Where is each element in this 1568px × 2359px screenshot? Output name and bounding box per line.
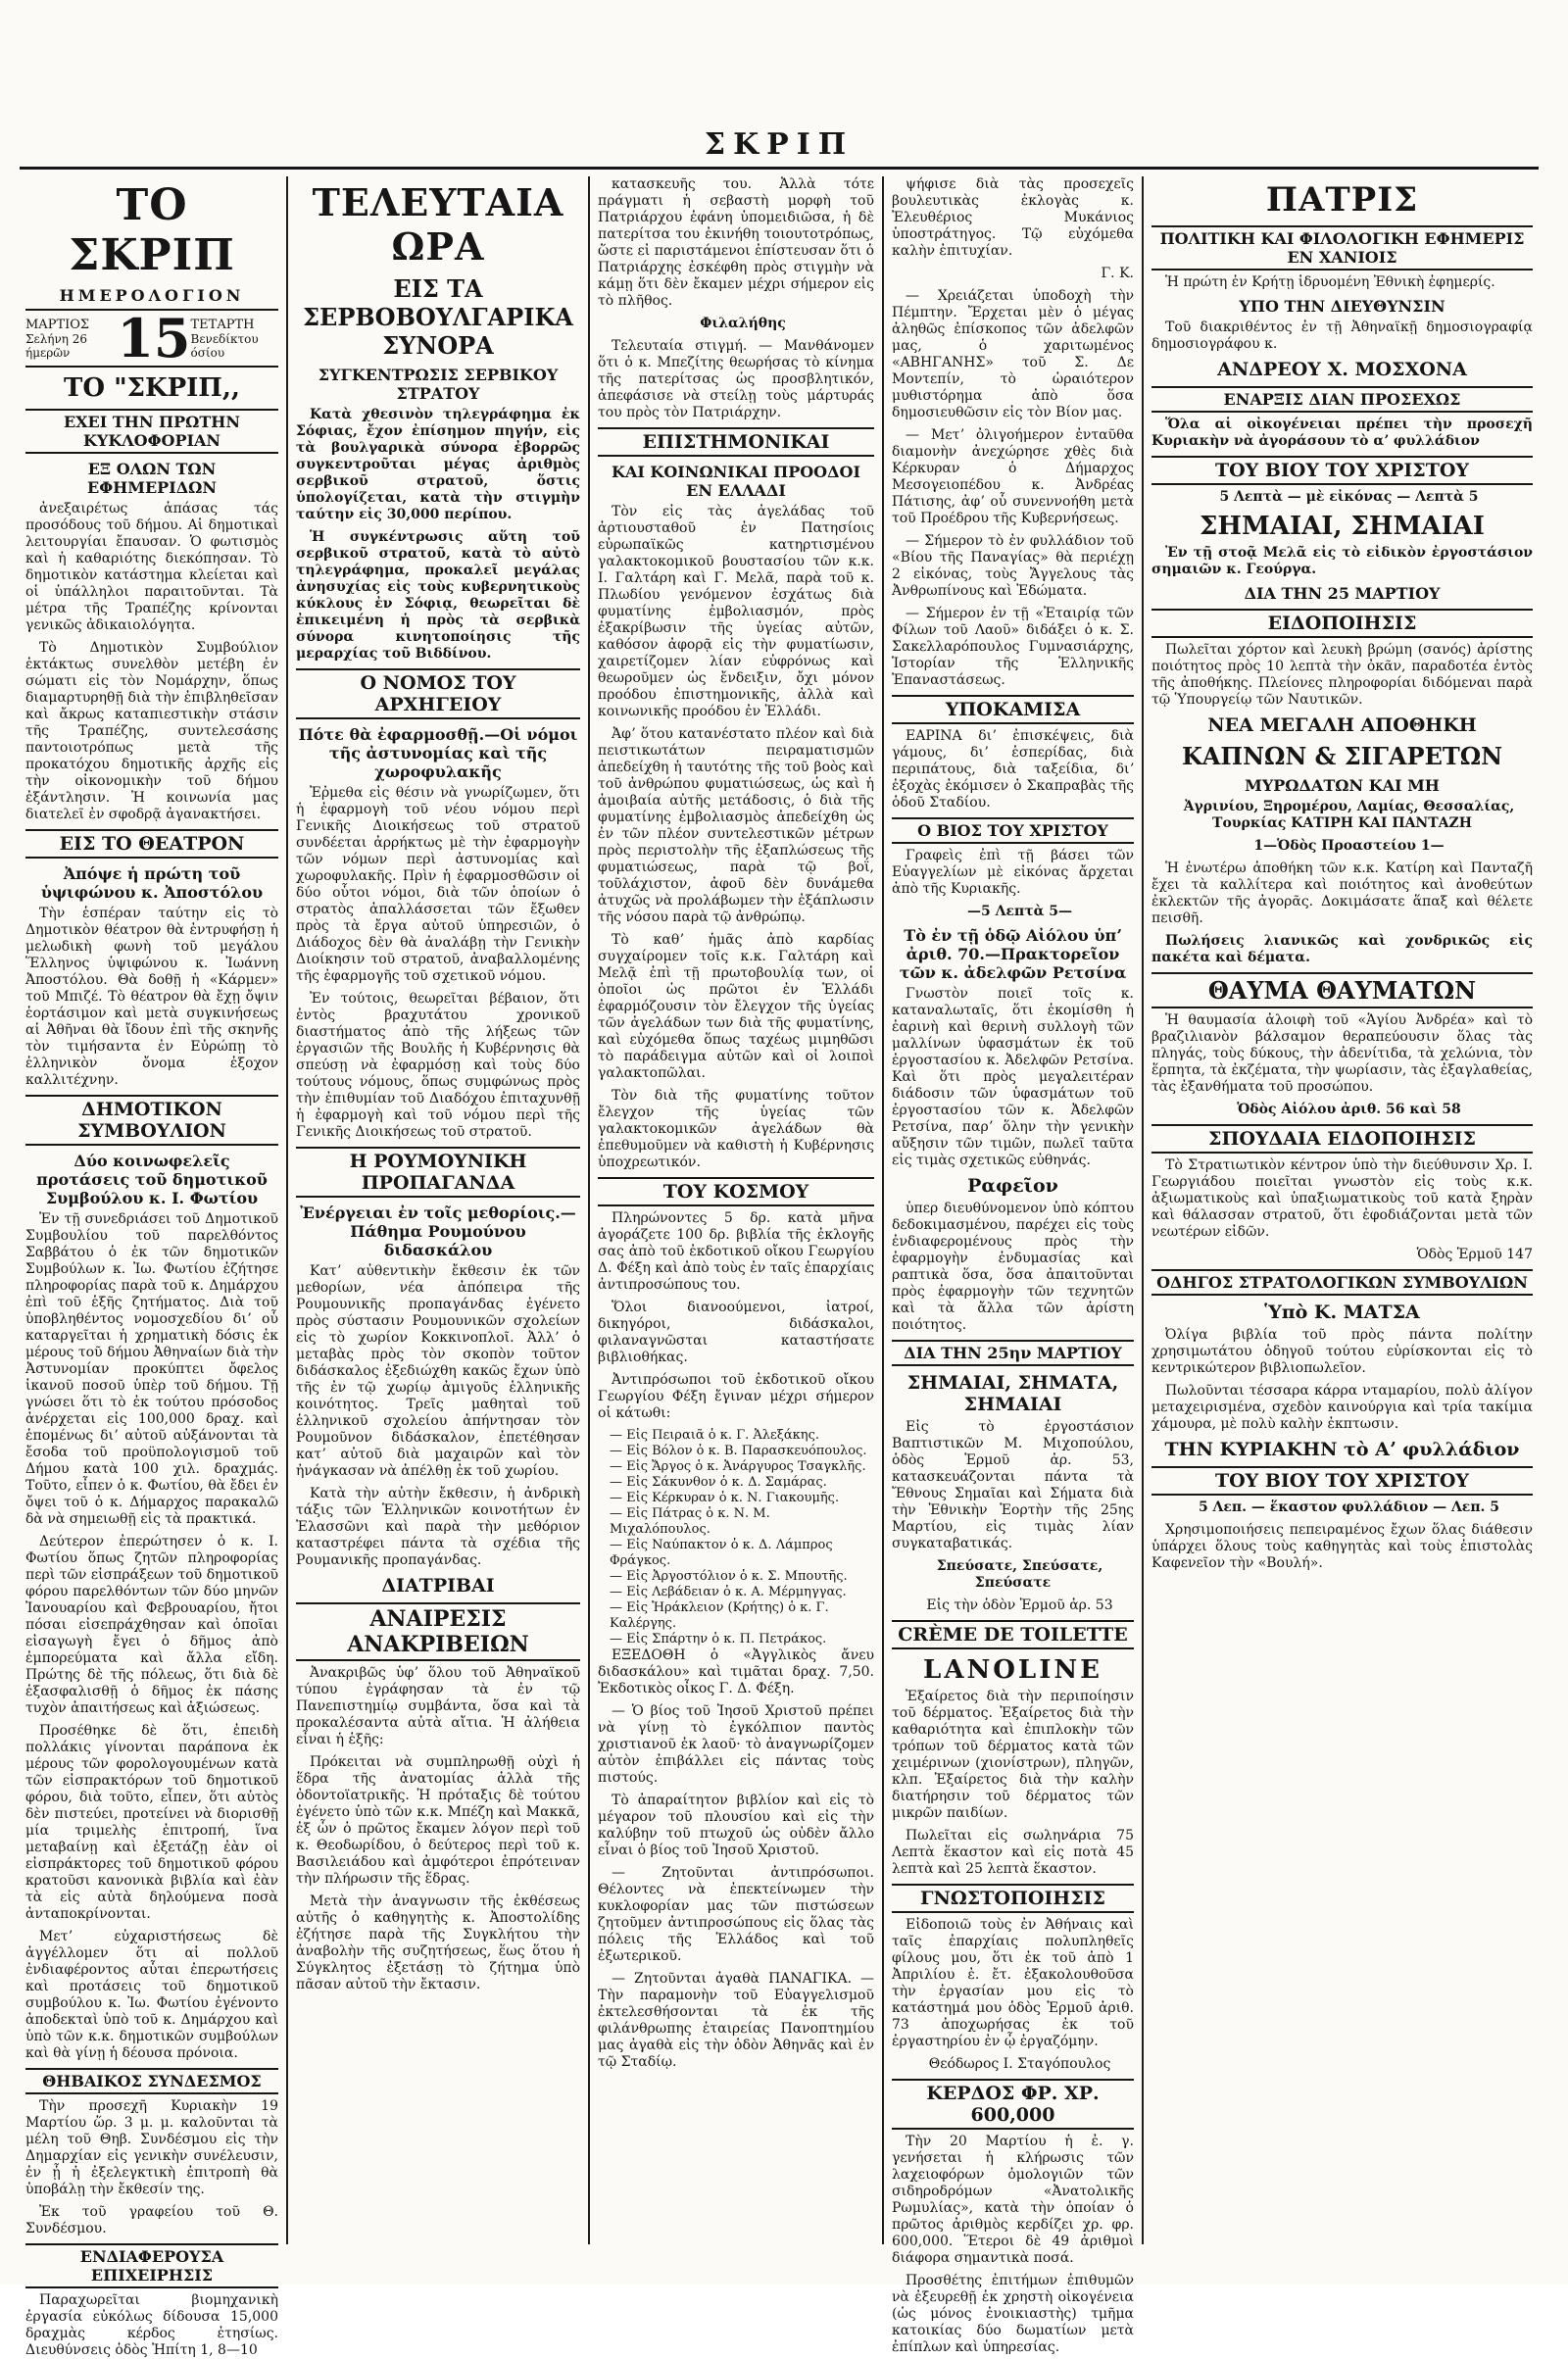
- section-heading: Ο ΝΟΜΟΣ ΤΟΥ ΑΡΧΗΓΕΙΟΥ: [296, 668, 580, 719]
- ad-price: 5 Λεπτὰ — μὲ εἰκόνας — Λεπτὰ 5: [1219, 489, 1479, 505]
- ad-paragraph: Ἡ ἐνωτέρω ἀποθήκη τῶν κ.κ. Κατίρη καὶ Πανταζῆ ἔχει τὰ καλλίτερα καὶ ποιότητος καὶ ἀνοθεύτων ἐκλεκτῶν τῆς ἀγορᾶς. Δοκιμάσατε ἅπαξ καὶ θέλετε πεισθῆ.: [1152, 860, 1533, 926]
- article-paragraph: Ἐν τούτοις, θεωρεῖται βέβαιον, ὅτι ἐντὸς βραχυτάτου χρονικοῦ διαστήματος ἀπὸ τῆς λήξεως τῶν ἐργασιῶν τῆς Βουλῆς ἡ Κυβέρνησις θὰ σπεύσῃ νὰ ἐφαρμόσῃ καὶ τοὺς δύο τούτους νόμους, ὅπως συμφώνως πρὸς τὴν ἐπιθυμίαν τοῦ Διαδόχου ἐπιταχυνθῇ ἡ ἐφαρμογὴ καὶ τοῦ νόμου περὶ τῆς Γενικῆς Διοικήσεως τοῦ στρατοῦ.: [296, 991, 580, 1140]
- ad-paragraph: Τοῦ διακριθέντος ἐν τῇ Ἀθηναϊκῇ δημοσιογραφίᾳ δημοσιογράφου κ.: [1152, 319, 1533, 352]
- list-item: — Εἰς Βόλον ὁ κ. Β. Παρασκευόπουλος.: [610, 1444, 867, 1458]
- date-day: 15: [117, 307, 191, 369]
- ad-heading: ΣΗΜΑΙΑΙ, ΣΗΜΑΙΑΙ: [1200, 512, 1485, 541]
- ad-paragraph: Γνωστὸν ποιεῖ τοῖς κ. καταναλωταῖς, ὅτι ἐκομίσθη ἡ ἐαρινὴ καὶ θερινὴ συλλογὴ τῶν μαλλίνων ὑφασμάτων ἐκ τοῦ ἐργοστασίου κ. Ἀδελφῶν Ρετσίνα. Καὶ ὅτι πρὸς μεγαλειτέραν διάδοσιν τῶν ὑφασμάτων τοῦ ἐργοστασίου τῶν κ. Ἀδελφῶν Ρετσίνα, παρʼ ὅλην τὴν γενικὴν αὔξησιν τῶν τιμῶν, πωλεῖ ταῦτα εἰς τιμὰς σχετικῶς εὐθηνάς.: [892, 986, 1134, 1168]
- article-paragraph: — Μετʼ ὀλιγοήμερον ἐνταῦθα διαμονὴν ἀνεχώρησε χθὲς διὰ Κέρκυραν ὁ Δήμαρχος Μεσογειοπέδου κ. Ἀνδρέας Πάτισης, ἀφʼ οὗ συνεννοήθη μετὰ τοῦ Προέδρου τῆς Κυβερνήσεως.: [892, 427, 1134, 526]
- ad-heading: Ραφεῖον: [967, 1175, 1058, 1197]
- signature: Φιλαλήθης: [700, 316, 786, 331]
- ad-price: —5 Λεπτὰ 5—: [966, 904, 1073, 919]
- section-subheading: Ἀπόψε ἡ πρώτη τοῦ ὑψιφώνου κ. Ἀποστόλου: [40, 864, 264, 902]
- article-paragraph: Τὸ Δημοτικὸν Συμβούλιον ἐκτάκτως συνελθὸν μετέβη ἐν σώματι εἰς τὸν Νομάρχην, ὅπως διαμαρτυρηθῇ διὰ τὴν ἐπιβληθεῖσαν καὶ ἄκρως καταπιεστικὴν στάσιν τῆς Τραπέζης, συντελεσάσης παντοιοτρόπως μετὰ τῆς προκατόχου δημοτικῆς ἀρχῆς εἰς τὴν οἰκονομικὴν τοῦ δήμου ἐξάντλησιν. Ἡ κοινωνία μας διατελεῖ ἐν σφοδρᾷ ἀγανακτήσει.: [25, 640, 278, 822]
- ad-address: Εἰς τὴν ὁδὸν Ἑρμοῦ ἀρ. 53: [926, 1597, 1113, 1613]
- ad-subheading: ΕΝΑΡΞΙΣ ΔΙΑΝ ΠΡΟΣΕΧΩΣ: [1152, 386, 1533, 413]
- column-3: [592, 176, 880, 2244]
- section-heading: ΕΠΙΣΤΗΜΟΝΙΚΑΙ: [598, 427, 874, 457]
- article-paragraph: Ἐῤμεθα εἰς θέσιν νὰ γνωρίζωμεν, ὅτι ἡ ἐφαρμογὴ τοῦ νέου νόμου περὶ Γενικῆς Διοικήσεως τοῦ στρατοῦ συνδέεται ἀρρήκτως μὲ τὴν ἐφαρμογὴν τῶν νόμων περὶ ἀστυνομίας καὶ χωροφυλακῆς. Πρὶν ἡ ἐφαρμοσθῶσιν οἱ δύο οὗτοι νόμοι, διὰ τῶν ὁποίων ὁ στρατὸς ἀπαλλάσσεται τῶν ἔξωθεν πρὸς τὰ ἔργα αὐτοῦ ὑπηρεσιῶν, ὁ Διάδοχος δὲν θὰ ἀναλάβῃ τὴν Γενικὴν Διοίκησιν τοῦ στρατοῦ, ἀναβαλλομένης τῆς ἐφαρμογῆς τοῦ σχετικοῦ νόμου.: [296, 785, 580, 984]
- paper-title: ΤΟ ΣΚΡΙΠ: [69, 180, 235, 280]
- ad-paragraph: Ἐν τῇ στοᾷ Μελᾶ εἰς τὸ εἰδικὸν ἐργοστάσιον σημαιῶν κ. Γεούργα.: [1152, 545, 1533, 577]
- ad-title: ΤΟΥ ΒΙΟΥ ΤΟΥ ΧΡΙΣΤΟΥ: [1152, 1466, 1533, 1496]
- article-paragraph: Κατὰ χθεσινὸν τηλεγράφημα ἐκ Σόφιας, ἔχον ἐπίσημον πηγήν, εἰς τὰ βουλγαρικὰ σύνορα ἐβορρῶς συγκεντροῦται μέγας ἀριθμὸς σερβικοῦ στρατοῦ, ὅστις ὑπολογίζεται, κατὰ τὴν στιγμὴν ταύτην εἰς 30,000 περίπου.: [296, 407, 580, 522]
- list-item: — Εἰς Ἀργοστόλιον ὁ κ. Σ. Μπουτῆς.: [610, 1569, 848, 1584]
- ad-paragraph: Παραχωρεῖται βιομηχανικὴ ἐργασία εὐκόλως δίδουσα 15,000 δραχμὰς κέρδος ἐτησίως. Διευθύνσεις ὁδὸς Ἠπίτη 1, 8—10: [25, 2292, 278, 2358]
- article-paragraph: Μετʼ εὐχαριστήσεως δὲ ἀγγέλλομεν ὅτι αἱ πολλοῦ ἐνδιαφέροντος αὗται ἐπερωτήσεις καὶ προτάσεις τοῦ δημοτικοῦ συμβούλου κ. Ἰω. Φωτίου ἐγένοντο ἀποδεκταὶ ὑπὸ τοῦ κ. Δημάρχου καὶ ὑπὸ τῶν κ.κ. δημοτικῶν συμβούλων καὶ θὰ γίνῃ ἡ δέουσα πρόνοια.: [25, 1929, 278, 2061]
- ad-paragraph: Εἰδοποιῶ τοὺς ἐν Ἀθήναις καὶ ταῖς ἐπαρχίαις πολυπληθεῖς φίλους μου, ὅτι ἐκ τοῦ ἀπὸ 1 Ἀπριλίου ἐ. ἔτ. ἐξακολουθοῦσα τὴν ἐργασίαν μου εἰς τὸ κατάστημά μου ὁδὸς Ἑρμοῦ ἀριθ. 73 ἀποχωρήσας ἐκ τοῦ ἐργαστηρίου ἐν ᾧ ἐργαζόμην.: [892, 1917, 1134, 2049]
- list-item: — Εἰς Σάκυνθον ὁ κ. Δ. Σαμάρας.: [610, 1475, 827, 1490]
- article-paragraph: Προσέθηκε δὲ ὅτι, ἐπειδὴ πολλάκις γίνονται παράπονα ἐκ μέρους τῶν φορολογουμένων κατὰ τῶν εἰσπρακτόρων τοῦ δημοτικοῦ φόρου, διὰ τοῦτο, εἶπεν, ὅτι αὐτὸς δὲν πιστεύει, προτείνει νὰ διορισθῇ μία τριμελὴς ἐπιτροπή, ἵνα μεταβαίνῃ καὶ ἐξετάζῃ ἐὰν οἱ εἰσπράκτορες τοῦ δημοτικοῦ φόρου κρατοῦσι κανονικὰ βιβλία καὶ ἐὰν τὰ εἰς αὐτὰ δηλούμενα ποσὰ ἀνταποκρίνονται.: [25, 1723, 278, 1922]
- section-heading: ΤΟΥ ΚΟΣΜΟΥ: [598, 1177, 874, 1206]
- section-subheading: ΚΑΙ ΚΟΙΝΩΝΙΚΑΙ ΠΡΟΟΔΟΙ ΕΝ ΕΛΛΑΔΙ: [612, 463, 860, 500]
- ad-slogan: Σπεύσατε, Σπεύσατε, Σπεύσατε: [936, 1558, 1103, 1591]
- article-paragraph: ψήφισε διὰ τὰς προσεχεῖς βουλευτικὰς ἐκλογὰς κ. Ἐλευθέριος Μυκάνιος ὑποστράτηγος. Τῷ εὐχόμεθα καλὴν ἐπιτυχίαν.: [892, 176, 1134, 259]
- article-paragraph: ἀνεξαιρέτως ἁπάσας τάς προσόδους τοῦ δήμου. Αἱ δημοτικαὶ λειτουργίαι ἔπαυσαν. Ὁ φωτισμὸς καὶ ἡ καθαριότης διεκόπησαν. Τὸ δημοτικὸν κατάστημα κλείεται καὶ οἱ ὑπάλληλοι παραιτοῦνται. Τὰ μέτρα τῆς Τραπέζης κρίνονται γενικῶς ἀδικαιολόγητα.: [25, 501, 278, 633]
- article-paragraph: — Ὁ βίος τοῦ Ἰησοῦ Χριστοῦ πρέπει νὰ γίνῃ τὸ ἐγκόλπιον παντὸς χριστιανοῦ ἐκ λαοῦ· τὸ ἀναγνωρίζομεν αὐτὸν ἐπιβάλλει εἰς πάντας τοὺς πιστούς.: [598, 1703, 874, 1786]
- article-paragraph: — Σήμερον ἐν τῇ «Ἐταιρίᾳ τῶν Φίλων τοῦ Λαοῦ» διδάξει ὁ κ. Σ. Σακελλαρόπουλος Γυμνασιάρχης, Ἱστορίαν τῆς Ἑλληνικῆς Ἐπαναστάσεως.: [892, 606, 1134, 688]
- ad-subheading: ΔΙΑ ΤΗΝ 25 ΜΑΡΤΙΟΥ: [1244, 584, 1441, 603]
- article-paragraph: ΕΞΕΔΟΘΗ ὁ «Ἀγγλικὸς ἄνευ διδασκάλου» καὶ τιμᾶται δραχ. 7,50. Ἐκδοτικὸς οἶκος Γ. Δ. Φέξη.: [598, 1647, 874, 1696]
- ad-heading: CRÈME DE TOILETTE: [892, 1620, 1134, 1649]
- signature: Ἐκ τοῦ γραφείου τοῦ Θ. Συνδέσμου.: [25, 2204, 278, 2236]
- ad-paragraph: ὑπερ διευθύνομενον ὑπὸ κόπτου δεδοκιμασμένου, παρέχει εἰς τοὺς ἐνδιαφερομένους πρὸς τὴν ἐφαρμογὴν ἐνδυμασίας καὶ ραπτικὰ ὅσα, ὅσα ἀπαιτοῦνται πρὸς ἐφαρμογὴν τῶν τεχνητῶν καὶ τὰ ἄλλα τῶν ἀρίστη ποιότητος.: [892, 1201, 1134, 1333]
- section-heading: ΘΗΒΑΙΚΟΣ ΣΥΝΔΕΣΜΟΣ: [25, 2068, 278, 2094]
- ad-paragraph: Πωλεῖται χόρτον καὶ λευκὴ βρώμη (σανός) ἀρίστης ποιότητος πρὸς 10 λεπτὰ τὴν ὀκᾶν, παραδοτέα ἐντὸς τῆς ἀποθήκης. Πλείονες πληροφορίαι διδόμεναι παρὰ τῷ Ὑπουργείῳ τῶν Ναυτικῶν.: [1152, 642, 1533, 708]
- promo-line: ΕΞ ΟΛΩΝ ΤΩΝ ΕΦΗΜΕΡΙΔΩΝ: [87, 460, 217, 497]
- ad-heading: ΘΑΥΜΑ ΘΑΥΜΑΤΩΝ: [1152, 972, 1533, 1008]
- article-paragraph: — Χρειάζεται ὑποδοχὴ τὴν Πέμπτην. Ἔρχεται μὲν ὁ μέγας ἀληθῶς ἐπίσκοπος τῶν ἀδελφῶν μας, ὁ χαριτωμένος «ΑΒΗΓΑΝΗΣ» τοῦ Σ. Δε Μοντεπίν, τὸ ὡραιότερον μυθιστόρημα ἀπὸ ὅσα δημοσιευθῶσιν εἰς τὸν Βίον μας.: [892, 288, 1134, 420]
- ad-paragraph: Πωλοῦνται τέσσαρα κάρρα νταμαρίου, πολὺ ἀλίγον μεταχειρισμένα, σχεδὸν καινούργια καὶ τρία τακίμια χάμουρα, μὲ πολὺ καλὴν ἐκπτωσιν.: [1152, 1383, 1533, 1432]
- ad-paragraph: Ἡ θαυμασία ἀλοιφὴ τοῦ «Ἁγίου Ἀνδρέα» καὶ τὸ βραζιλιανὸν βάλσαμον θεραπεύουσιν ὅλας τὰς πληγάς, τοὺς δύκους, τὴν ἀδενίτιδα, τὰ χελώνια, τὸν ἕρπητα, τὰ ἐκζέματα, τὴν ψωρίασιν, τὰς ἐξαγλαθείας, τὰς ἐξανθήματα τοῦ προσώπου.: [1152, 1012, 1533, 1095]
- section-heading: ΕΙΣ ΤΟ ΘΕΑΤΡΟΝ: [25, 829, 278, 859]
- section-heading: ΕΝΔΙΑΦΕΡΟΥΣΑ ΕΠΙΧΕΙΡΗΣΙΣ: [25, 2243, 278, 2288]
- ad-address: Ὁδὸς Ἑρμοῦ 147: [1416, 1247, 1533, 1262]
- ad-paragraph: Προσθέτης ἐπιτήμων ἐπιθυμῶν νὰ ἐξευρεθῇ ἐκ χρηστὴ οἰκογένεια (ὡς μόνος ἐνοικιαστὴς) τμῆμα κατοικίας δύο δωματίων μετὰ ἐπίπλων καὶ ὑπηρεσίας.: [892, 2273, 1134, 2355]
- list-item: — Εἰς Κέρκυραν ὁ κ. Ν. Γιακουμῆς.: [610, 1491, 840, 1505]
- section-heading: ΑΝΑΙΡΕΣΙΣ ΑΝΑΚΡΙΒΕΙΩΝ: [296, 1602, 580, 1661]
- date-month: ΜΑΡΤΙΟΣ: [25, 317, 90, 332]
- ad-price: 5 Λεπ. — ἕκαστον φυλλάδιον — Λεπ. 5: [1198, 1499, 1500, 1515]
- ad-paragraph: Ἀγρινίου, Ξηρομέρου, Λαμίας, Θεσσαλίας, Τουρκίας ΚΑΤΙΡΗ ΚΑΙ ΠΑΝΤΑΖΗ: [1183, 799, 1515, 831]
- ad-heading: ΔΙΑ ΤΗΝ 25ην ΜΑΡΤΙΟΥ: [892, 1340, 1134, 1366]
- ad-heading: Τὸ ἐν τῇ ὁδῷ Αἰόλου ὑπʼ ἀριθ. 70.—Πρακτορεῖον τῶν κ. ἀδελφῶν Ρετσίνα: [899, 926, 1127, 982]
- ad-title: ΣΗΜΑΙΑΙ, ΣΗΜΑΤΑ, ΣΗΜΑΙΑΙ: [906, 1372, 1119, 1415]
- column-2: [290, 176, 586, 2244]
- column-1: [20, 176, 284, 2358]
- signature: Γ. Κ.: [1101, 266, 1134, 281]
- article-paragraph: Μετὰ τὴν ἀναγνωσιν τῆς ἐκθέσεως αὐτῆς ὁ καθηγητὴς κ. Ἀποστολίδης ἐζήτησε παρὰ τῆς Συγκλήτου τὴν ἀναβολὴν τῆς συζητήσεως, ἕως ὅτου ἡ Σύγκλητος ἐξετάσῃ τὸ ζήτημα ὑπὸ πᾶσαν αὐτοῦ τὴν ἔκτασιν.: [296, 1893, 580, 1992]
- article-paragraph: Ἀντιπρόσωποι τοῦ ἐκδοτικοῦ οἴκου Γεωργίου Φέξη ἔγιναν μέχρι σήμερον οἱ κάτωθι:: [598, 1372, 874, 1421]
- list-item: — Εἰς Ἡράκλειον (Κρήτης) ὁ κ. Γ. Καλέργης.: [610, 1600, 829, 1631]
- column-rule: [286, 176, 288, 2244]
- ad-paragraph: Τὴν 20 Μαρτίου ἡ ἐ. γ. γενήσεται ἡ κλήρωσις τῶν λαχειοφόρων ὁμολογιῶν τῶν σιδηροδρόμων «Ἀνατολικῆς Ρωμυλίας», κατὰ τὴν ὁποίαν ὁ πρῶτος ἀριθμὸς κερδίζει χρ. φρ. 600,000. Ἕτεροι δὲ 49 ἀριθμοὶ διάφορα σημαντικὰ ποσά.: [892, 2134, 1134, 2266]
- article-paragraph: — Ζητοῦνται ἀγαθὰ ΠΑΝΑΓΙΚΑ. — Τὴν παραμονὴν τοῦ Εὐαγγελισμοῦ ἐκτελεσθήσονται τὰ ἐκ τῆς φιλάνθρωπης ἑταιρείας Πανοπτημίου μας ἀγαθὰ εἰς τὴν ὁδὸν Ἀθηνᾶς καὶ ἐν τῷ Σταδίῳ.: [598, 1971, 874, 2070]
- article-paragraph: Τὸν διὰ τῆς φυματίνης τοῦτον ἔλεγχον τῆς ὑγείας τῶν γαλακτοκομικῶν ἀγελάδων θὰ ἐπεθυμοῦμεν νὰ καθιστὴ ἡ Κυβέρνησις ὑποχρεωτικόν.: [598, 1088, 874, 1170]
- ad-heading: ΚΕΡΔΟΣ ΦΡ. ΧΡ. 600,000: [892, 2079, 1134, 2130]
- ad-name: ΑΝΔΡΕΟΥ Χ. ΜΟΣΧΟΝΑ: [1217, 359, 1467, 380]
- column-rule: [588, 176, 590, 2244]
- ad-paragraph: Ἐξαίρετος διὰ τὴν περιποίησιν τοῦ δέρματος. Ἐξαίρετος διὰ τὴν καθαριότητα καὶ ἐπιπλοκὴν τῶν τρόπων τοῦ δέρματος κατὰ τῶν χειμέρινων (χιονίστρων), πληγῶν, κλπ. Ἐξαίρετος διὰ τὴν καλὴν διατήρησιν τοῦ δέρματος τῶν μικρῶν παιδίων.: [892, 1689, 1134, 1821]
- list-item: — Εἰς Ναύπακτον ὁ κ. Δ. Λάμπρος Φράγκος.: [610, 1538, 833, 1568]
- agents-list: [598, 1428, 874, 1647]
- article-paragraph: Πρόκειται νὰ συμπληρωθῇ οὐχὶ ἡ ἕδρα τῆς ἀνατομίας ἀλλὰ τῆς ὀδοντοϊατρικῆς. Ἡ πρόταξις δὲ τούτου ἐγένετο ὑπὸ τῶν κ.κ. Μπέζη καὶ Μακκᾶ, ἐξ ὧν ὁ πρῶτος ἔκαμεν λόγον περὶ τοῦ κ. Θεοδωρίδου, ὁ δεύτερος περὶ τοῦ κ. Βασιλειάδου καὶ ἀμφότεροι ἐπρότειναν τὴν πλήρωσιν τῆς ἕδρας.: [296, 1754, 580, 1887]
- article-paragraph: Τὴν ἑσπέραν ταύτην εἰς τὸ Δημοτικὸν θέατρον θὰ ἐντρυφήσῃ ἡ μελωδικὴ φωνὴ τοῦ μεγάλου Ἕλληνος ὑψιφώνου κ. Ἰωάννη Ἀποστόλου. Θὰ δοθῇ ἡ «Κάρμεν» τοῦ Μπιζέ. Τὸ θέατρον θὰ ἔχῃ ὄψιν ἑορτάσιμον καὶ μετὰ συγκινήσεως αἱ Ἀθῆναι θὰ ἴδουν ἐπὶ τῆς σκηνῆς τὸν τιμήσαντα ἐν Εὐρώπῃ τὸ ἑλληνικὸν ὄνομα ἐξοχον καλλιτέχνην.: [25, 906, 278, 1088]
- ad-subheading: ΜΥΡΩΔΑΤΩΝ ΚΑΙ ΜΗ: [1245, 776, 1440, 795]
- latest-hour-title: ΤΕΛΕΥΤΑΙΑ ΩΡΑ: [312, 180, 564, 269]
- ad-paragraph: ΕΑΡΙΝΑ διʼ ἐπισκέψεις, διὰ γάμους, διʼ ἑσπερίδας, διὰ περιπάτους, διὰ ταξείδια, διʼ ἐξοχὰς ἐκόμισεν ὁ Σκαπραβὰς τῆς ὁδοῦ Σταδίου.: [892, 728, 1134, 811]
- list-item: — Εἰς Πάτρας ὁ κ. Ν. Μ. Μιχαλόπουλος.: [610, 1506, 770, 1537]
- ad-heading: ΤΟΥ ΒΙΟΥ ΤΟΥ ΧΡΙΣΤΟΥ: [1152, 456, 1533, 485]
- article-paragraph: Πληρώνοντες 5 δρ. κατὰ μῆνα ἀγοράζετε 100 δρ. βιβλία τῆς ἐκλογῆς σας ἀπὸ τοῦ ἐκδοτικοῦ οἴκου Γεωργίου Δ. Φέξη καὶ ἀπὸ τοὺς ἐν ταῖς ἐπαρχίαις ἀντιπροσώπους του.: [598, 1210, 874, 1293]
- article-paragraph: Ἐν τῇ συνεδριάσει τοῦ Δημοτικοῦ Συμβουλίου τοῦ παρελθόντος Σαββάτου ὁ ἐκ τῶν δημοτικῶν Συμβούλων κ. Ἰω. Φωτίου ἐζήτησε πληροφορίας παρὰ τοῦ κ. Δημάρχου ἐπὶ τοῦ ἑξῆς ζητήματος. Διὰ τοῦ ὑποβληθέντος νομοσχεδίου διʼ οὗ καταργεῖται ἡ χρηματικὴ δόσις ἐκ μέρους τοῦ δήμου Ἀθηναίων διὰ τὴν Ἀστυνομίαν προκύπτει ὄφελος ἱκανοῦ ποσοῦ ὑπὲρ τοῦ δήμου. Τῇ γνώσει ὅτι τὸ ἐκ τούτου πρόσοδος ἀνέρχεται εἰς 100,000 δραχ. καὶ ἑπομένως διʼ αὐτοῦ αὐξάνονται τὰ ἔσοδα τοῦ προϋπολογισμοῦ τοῦ Δήμου κατὰ 100 χιλ. δραχμάς. Τοῦτο, εἶπεν ὁ κ. Φωτίου, θὰ ἔδει ἐν ὄψει τοῦ ὁ κ. Δήμαρχος παρακαλῶ δὰ νὰ σημειωθῇ εἰς τὰ πρακτικά.: [25, 1211, 278, 1527]
- column-5: [1146, 176, 1539, 2244]
- article-paragraph: Τὴν προσεχῆ Κυριακὴν 19 Μαρτίου ὥρ. 3 μ. μ. καλοῦνται τὰ μέλη τοῦ Θηβ. Συνδέσμου εἰς τὴν Δημαρχίαν εἰς γενικὴν συνέλευσιν, ἐν ᾗ ἡ ἐξελεγκτικὴ ἐπιτροπὴ θὰ ὑποβάλῃ τὴν ἔκθεσίν της.: [25, 2098, 278, 2197]
- column-rule: [1142, 176, 1144, 2244]
- promo-line: ΕΧΕΙ ΤΗΝ ΠΡΩΤΗΝ ΚΥΚΛΟΦΟΡΙΑΝ: [25, 409, 278, 454]
- article-paragraph: Κατὰ τὴν αὐτὴν ἔκθεσιν, ἡ ἀνδρικὴ τάξις τῶν Ἑλληνικῶν κοινοτήτων ἐν Ἐλασσῶνι καὶ παρὰ τὴν μεθόριον καταστρέφει πάντα τὰ σχέδια τῆς Ρουμανικῆς προπαγάνδας.: [296, 1486, 580, 1568]
- column-rule: [882, 176, 884, 2244]
- ad-heading: ΠΑΤΡΙΣ: [1265, 180, 1419, 220]
- masthead-title: ΣΚΡΙΠ: [704, 127, 855, 162]
- article-paragraph: — Ζητοῦνται ἀντιπρόσωποι. Θέλοντες νὰ ἐπεκτείνωμεν τὴν κυκλοφορίαν μας τῶν πιστώσεων ζητοῦμεν ἀντιπροσώπους εἰς ὅλας τὰς πόλεις τῆς Ἑλλάδος καὶ τοῦ ἐξωτερικοῦ.: [598, 1865, 874, 1964]
- ad-paragraph: Χρησιμοποιήσεις πεπειραμένος ἔχων ὅλας διάθεσιν ὑπάρχει ὅλους τοὺς καθηγητὰς καὶ τοὺς ἐπιστολὰς Καφενεῖον τὴν «Βουλή».: [1152, 1522, 1533, 1571]
- section-subheading: Πότε θὰ ἐφαρμοσθῇ.—Οἱ νόμοι τῆς ἀστυνομίας καὶ τῆς χωροφυλακῆς: [298, 725, 578, 781]
- section-heading: ΔΙΑΤΡΙΒΑΙ: [381, 1575, 495, 1597]
- ad-heading: ΟΔΗΓΟΣ ΣΤΡΑΤΟΛΟΓΙΚΩΝ ΣΥΜΒΟΥΛΙΩΝ: [1152, 1269, 1533, 1296]
- article-paragraph: — Σήμερον τὸ ἐν φυλλάδιον τοῦ «Βίου τῆς Παναγίας» θὰ περιέχῃ 2 εἰκόνας, τοὺς Ἄγγελους τὰς Ἀνθρωπίνους καὶ Ἐδώματα.: [892, 533, 1134, 599]
- signature: Θεόδωρος Ι. Σταγόπουλος: [928, 2056, 1111, 2072]
- ad-subheading: ΥΠΟ ΤΗΝ ΔΙΕΥΘΥΝΣΙΝ: [1239, 297, 1446, 316]
- section-subheading: Δύο κοινωφελεῖς προτάσεις τοῦ δημοτικοῦ Συμβούλου κ. Ι. Φωτίου: [36, 1152, 268, 1207]
- ad-address: 1—Ὁδὸς Προαστείου 1—: [1253, 838, 1445, 854]
- ad-subheading: Ὑπὸ Κ. ΜΑΤΣΑ: [1264, 1302, 1420, 1323]
- article-paragraph: Ἡ συγκέντρωσις αὕτη τοῦ σερβικοῦ στρατοῦ, κατὰ τὸ αὐτὸ τηλεγράφημα, προκαλεῖ μεγάλας ἀνησυχίας εἰς τοὺς κυβερνητικοὺς κύκλους ἐν Σόφιᾳ, θεωρεῖται δὲ ἐπικειμένη ἡ πρὸς τὰ σερβικὰ σύνορα κινητοποίησις τῆς μεραρχίας τοῦ Βιδδίνου.: [296, 529, 580, 662]
- section-subheading: Ἐνέργειαι ἐν τοῖς μεθορίοις.—Πάθημα Ρουμούνου διδασκάλου: [300, 1204, 576, 1259]
- ad-address: Ὁδὸς Αἰόλου ἀριθ. 56 καὶ 58: [1237, 1102, 1461, 1117]
- ad-paragraph: Ὅλα αἱ οἰκογένειαι πρέπει τὴν προσεχῆ Κυριακὴν νὰ ἀγοράσουν τὸ αʼ φυλλάδιον: [1152, 417, 1533, 449]
- ad-heading: ΣΠΟΥΔΑΙΑ ΕΙΔΟΠΟΙΗΣΙΣ: [1152, 1124, 1533, 1154]
- ad-paragraph: Ὀλίγα βιβλία τοῦ πρὸς πάντα πολίτην χρησιμωτάτου ὁδηγοῦ τούτου εὑρίσκονται εἰς τὸ κεντρικώτερον βιβλιοπωλεῖον.: [1152, 1327, 1533, 1376]
- section-subheading: ΣΥΓΚΕΝΤΡΩΣΙΣ ΣΕΡΒΙΚΟΥ ΣΤΡΑΤΟΥ: [318, 366, 559, 403]
- ad-title: LANOLINE: [923, 1655, 1102, 1685]
- ad-paragraph: Ἡ πρώτη ἐν Κρήτῃ ἱδρυομένη Ἐθνικὴ ἐφημερίς.: [1165, 274, 1495, 290]
- ad-paragraph: Πωλήσεις λιανικῶς καὶ χονδρικῶς εἰς πακέτα καὶ δέματα.: [1152, 933, 1533, 965]
- article-paragraph: Τὸν εἰς τὰς ἀγελάδας τοῦ ἀρτιουσταθοῦ ἐν Πατησίοις εὐρωπαϊκῶς κατηρτισμένου γαλακτοκομικοῦ βουστασίου τῶν κ.κ. Ι. Γαλτάρη καὶ Γ. Μελᾶ, παρὰ τοῦ κ. Πλωδίου γενόμενον ἐσχάτως διὰ φυματίνης ἐμβολιασμόν, πρὸς ἐξακρίβωσιν τῆς ὑγείας αὐτῶν, καθόσον ἀφορᾷ εἰς τὴν φυματίωσιν, χαιρετίζομεν λίαν εὐφρόνως καὶ θεωροῦμεν ὡς ἔνδειξιν, ὄχι μόνον προόδου ἐπιστημονικῆς, ἀλλὰ καὶ κοινωνικῆς προόδου ἐν Ἑλλάδι.: [598, 504, 874, 719]
- ad-paragraph: Εἰς τὸ ἐργοστάσιον Βαπτιστικῶν Μ. Μιχοπούλου, ὁδὸς Ἑρμοῦ ἀρ. 53, κατασκευάζονται πάντα τὰ Ἔθνους Σημαῖαι καὶ Σήματα διὰ τὴν Ἐθνικὴν Ἑορτὴν τῆς 25ης Μαρτίου, εἰς τιμὰς λίαν συγκαταβατικάς.: [892, 1419, 1134, 1551]
- ad-title: ΚΑΠΝΩΝ & ΣΙΓΑΡΕΤΩΝ: [1181, 742, 1503, 770]
- ad-paragraph: Τὸ Στρατιωτικὸν κέντρον ὑπὸ τὴν διεύθυνσιν Χρ. Ι. Γεωργιάδου ποιεῖται γνωστὸν εἰς τοὺς κ.κ. ἀξιωματικοὺς καὶ ὑπαξιωματικοὺς τοῦ κατὰ ξηρὰν καὶ θάλασσαν στρατοῦ, ὅτι ἐφοδιάζονται μετὰ τῶν νεωτέρων εἰδῶν.: [1152, 1157, 1533, 1240]
- ad-heading: ΓΝΩΣΤΟΠΟΙΗΣΙΣ: [892, 1884, 1134, 1913]
- ad-heading: ΤΗΝ ΚΥΡΙΑΚΗΝ τὸ Αʼ φυλλάδιον: [1164, 1439, 1520, 1460]
- article-paragraph: Τὸ καθʼ ἡμᾶς ἀπὸ καρδίας συγχαίρομεν τοῖς κ.κ. Γαλτάρη καὶ Μελᾷ ἐπὶ τῇ πρωτοβουλίᾳ των, οἱ ὁποῖοι ὡς πρῶτοι ἐν Ἑλλάδι ἐφαρμόζουσιν τὸν ἔλεγχον τῆς ὑγείας τῶν ἀγελάδων των διὰ τῆς φυματίνης, καὶ εὐχόμεθα ὅπως ταχέως μιμηθῶσι τὸ παράδειγμα αὐτῶν καὶ οἱ λοιποὶ γαλακτοπῶλαι.: [598, 932, 874, 1081]
- list-item: — Εἰς Λεβάδειαν ὁ κ. Α. Μέρμηγγας.: [610, 1585, 847, 1599]
- section-heading: ΕΙΣ ΤΑ ΣΕΡΒΟΒΟΥΛΓΑΡΙΚΑ ΣΥΝΟΡΑ: [303, 274, 573, 360]
- ad-subheading: ΠΟΛΙΤΙΚΗ ΚΑΙ ΦΙΛΟΛΟΓΙΚΗ ΕΦΗΜΕΡΙΣ ΕΝ ΧΑΝΙΟΙΣ: [1152, 225, 1533, 270]
- article-paragraph: Τελευταία στιγμή. — Μανθάνομεν ὅτι ὁ κ. Μπεζίτης θεωρήσας τὸ κίνημα τῆς πατερίτσας ὡς προσβλητικόν, ἀπεφάσισε νὰ στείλῃ τοὺς μάρτυράς του πρὸς τὸν Πατριάρχην.: [598, 338, 874, 420]
- article-paragraph: κατασκευῆς του. Ἀλλὰ τότε πράγματι ἡ σεβαστὴ μορφὴ τοῦ Πατριάρχου ἐφάνη ὑπομειδιῶσα, ἡ δὲ πατερίτσα του ἐκινήθη τοιουτοτρόπως, ὥστε εἰ παριστάμενοι ἐπίστευσαν ὅτι ὁ Πατριάρχης ἐσκέφθη πρὸς στιγμὴν νὰ κάμῃ ὅτι δὲν ἔκαμεν μέχρι σήμερον εἰς τὸ πλῆθος.: [598, 176, 874, 309]
- date-band: [25, 309, 278, 368]
- section-heading: Η ΡΟΥΜΟΥΝΙΚΗ ΠΡΟΠΑΓΑΝΔΑ: [296, 1147, 580, 1198]
- date-weekday: ΤΕΤΑΡΤΗ: [190, 317, 255, 332]
- list-item: — Εἰς Σπάρτην ὁ κ. Π. Πετράκος.: [610, 1632, 827, 1646]
- article-paragraph: Ἀνακριβῶς ὑφʼ ὅλου τοῦ Ἀθηναϊκοῦ τύπου ἐγράφησαν τὰ ἐν τῷ Πανεπιστημίῳ συμβάντα, ὅσα καὶ τὰ προκαλέσαντα αὐτὰ αἴτια. Ἡ ἀλήθεια εἶναι ἡ ἑξῆς:: [296, 1665, 580, 1747]
- section-heading: ΔΗΜΟΤΙΚΟΝ ΣΥΜΒΟΥΛΙΟΝ: [25, 1095, 278, 1146]
- ad-price: Πωλεῖται εἰς σωληνάρια 75 Λεπτὰ ἕκαστον καὶ εἰς ποτὰ 45 λεπτὰ καὶ 25 λεπτὰ ἕκαστον.: [892, 1828, 1134, 1877]
- article-paragraph: Ἀφʼ ὅτου κατανέστατο πλέον καὶ διὰ πειστικωτάτων πειραματισμῶν ἀπεδείχθη ἡ ταυτότης τῆς τοῦ βοὸς καὶ τοῦ ἀνθρώπου φυματιώσεως, ὡς καὶ ἡ ἀμοιβαία αὐτῆς μετάδοσις, ὁ διὰ τῆς φυματίνης ἐμβολιασμὸς ἀπεδείχθη ὡς ἐν τῶν πλέον συντελεστικῶν μέτρων πρὸς περιστολὴν τῆς ἐξαπλώσεως τῆς φυματιώσεως, παρὰ τῷ βοΐ, τοῦλάχιστον, ἀφοῦ δὲν δυνάμεθα ἀτυχῶς νὰ προλάβωμεν τὴν ἐξάπλωσιν τῆς νόσου παρὰ τῷ ἀνθρώπῳ.: [598, 726, 874, 925]
- list-item: — Εἰς Πειραιᾶ ὁ κ. Γ. Ἀλεξάκης.: [610, 1428, 819, 1443]
- date-moon: Σελήνη 26 ήμερῶν: [25, 331, 88, 360]
- date-saint: Βενεδίκτου όσίου: [190, 331, 259, 360]
- promo-heading: ΤΟ "ΣΚΡΙΠ,,: [64, 373, 240, 403]
- ad-heading: ΕΙΔΟΠΟΙΗΣΙΣ: [1152, 609, 1533, 638]
- article-paragraph: Κατʼ αὐθεντικὴν ἔκθεσιν ἐκ τῶν μεθορίων, νέα ἀπόπειρα τῆς Ρουμουνικῆς προπαγάνδας ἐγένετο πρὸς σύστασιν Ρουμουνικῶν σχολείων εἰς τὸ χωρίον Κοκκινοπλοῖ. Ἀλλʼ ὁ μεταβὰς πρὸς τὸν σκοπὸν τοῦτον διδάσκαλος ἐξεδιώχθη κακῶς ἔχων ὑπὸ τῆς ἐν τῷ χωρίῳ ἀμιγοῦς ἑλληνικῆς κοινότητος. Τρεῖς μαθηταὶ τοῦ ἑλληνικοῦ σχολείου ἀπήντησαν τὸν Ρουμοῦνον διδάσκαλον, ἐπετέθησαν κατʼ αὐτοῦ διὰ μαχαιρῶν καὶ τὸν ἠνάγκασαν νὰ ἀπέλθῃ ἐκ τοῦ χωρίου.: [296, 1263, 580, 1479]
- ad-heading: ΝΕΑ ΜΕΓΑΛΗ ΑΠΟΘΗΚΗ: [1207, 714, 1477, 736]
- column-4: [886, 176, 1140, 2355]
- paper-subtitle: ΗΜΕΡΟΛΟΓΙΟΝ: [59, 286, 245, 305]
- article-paragraph: Τὸ ἀπαραίτητον βιβλίον καὶ εἰς τὸ μέγαρον τοῦ πλουσίου καὶ εἰς τὴν καλύβην τοῦ πτωχοῦ ὡς οὐδὲν ἄλλο εἶναι ὁ βίος τοῦ Ἰησοῦ Χριστοῦ.: [598, 1793, 874, 1858]
- list-item: — Εἰς Ἄργος ὁ κ. Ἀνάργυρος Τσαγκλῆς.: [610, 1459, 866, 1474]
- article-paragraph: Δεύτερον ἐπερώτησεν ὁ κ. Ι. Φωτίου ὅπως ζητῶν πληροφορίας περὶ τῶν εἰσπράξεων τοῦ δημοτικοῦ φόρου παρελθόντων τῶν δύο μηνῶν Ἰανουαρίου καὶ Φεβρουαρίου, ἤτοι πόσαι εἰσεπράχθησαν καὶ ὁποῖαι εἰσαγωγὴ ἔγει ὁ δῆμος ἀπὸ ἐμπορεύματα καὶ ἄλλα εἴδη. Πρώτης δὲ τῆς πόλεως, ὅτι διὰ δὲ ἐξασφαλισθῇ ὁ δῆμος ἐκ πάσης τυχὸν ἀπαιτήσεως καὶ ἀξιώσεως.: [25, 1534, 278, 1716]
- article-paragraph: Ὅλοι διανοούμενοι, ἰατροί, δικηγόροι, διδάσκαλοι, φιλαναγνῶσται καταστήσατε βιβλιοθήκας.: [598, 1300, 874, 1365]
- masthead: [20, 127, 1539, 170]
- ad-heading: Ο ΒΙΟΣ ΤΟΥ ΧΡΙΣΤΟΥ: [892, 817, 1134, 844]
- ad-heading: ΥΠΟΚΑΜΙΣΑ: [892, 695, 1134, 724]
- ad-paragraph: Γραφεὶς ἐπὶ τῇ βάσει τῶν Εὐαγγελίων μὲ εἰκόνας ἄρχεται ἀπὸ τῆς Κυριακῆς.: [892, 848, 1134, 897]
